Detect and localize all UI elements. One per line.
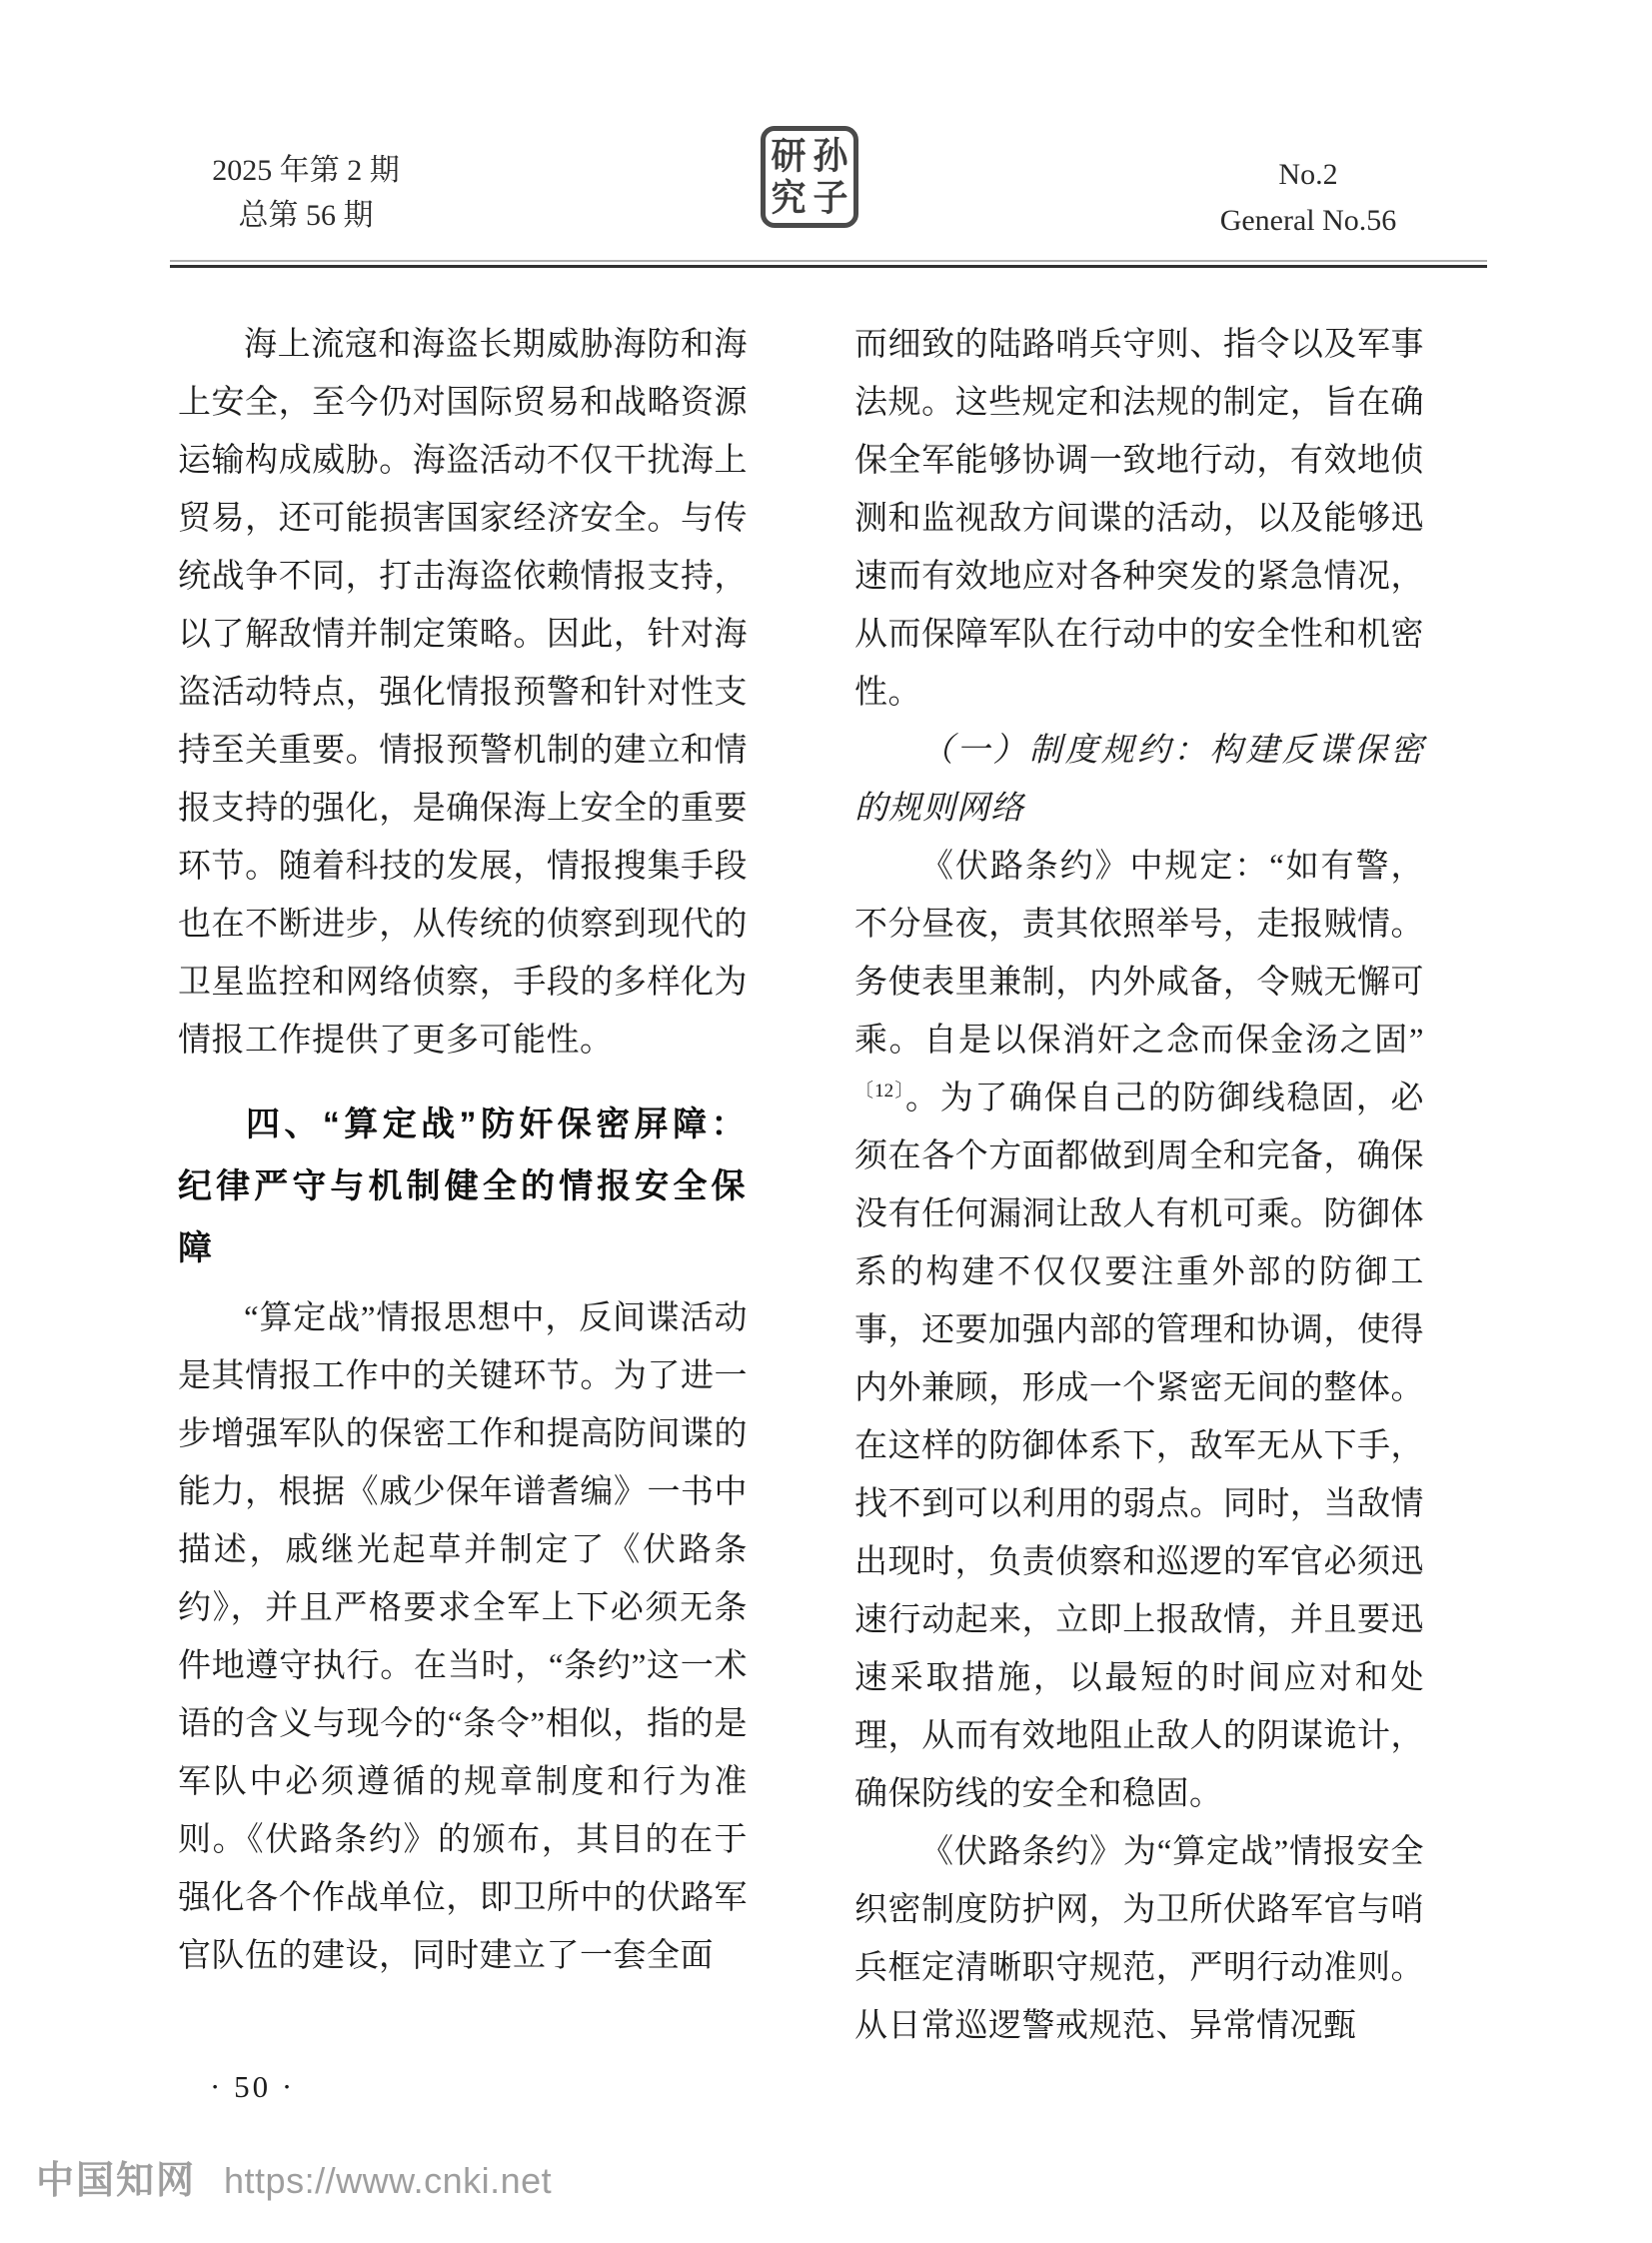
seal-char: 孙 xyxy=(813,135,848,177)
page-body xyxy=(178,316,1427,2055)
paragraph: 《伏路条约》为“算定战”情报安全织密制度防护网，为卫所伏路军官与哨兵框定清晰职守规范，严明行动准则。从日常巡逻警戒规范、异常情况甄 xyxy=(854,1834,1424,2044)
seal-char: 究 xyxy=(771,177,807,219)
issue-info xyxy=(196,148,416,238)
paragraph: “算定战”情报思想中，反间谍活动是其情报工作中的关键环节。为了进一步增强军队的保密工作和提高防间谍的能力，根据《戚少保年谱耆编》一书中描述，戚继光起草并制定了《伏路条约》，并且严格要求全军上下必须无条件地遵守执行。在当时，“条约”这一术语的含义与现今的“条令”相似，指的是军队中必须遵循的规章制度和行为准则。《伏路条约》的颁布，其目的在于强化各个作战单位，即卫所中的伏路军官队伍的建设，同时建立了一套全面 xyxy=(178,1300,748,1974)
issue-general-no-line: General No.56 xyxy=(1219,204,1397,237)
paragraph: 海上流寇和海盗长期威胁海防和海上安全，至今仍对国际贸易和战略资源运输构成威胁。海盗活动不仅干扰海上贸易，还可能损害国家经济安全。与传统战争不同，打击海盗依赖情报支持，以了解敌情并制定策略。因此，针对海盗活动特点，强化情报预警和针对性支持至关重要。情报预警机制的建立和情报支持的强化，是确保海上安全的重要环节。随着科技的发展，情报搜集手段也在不断进步，从传统的侦察到现代的卫星监控和网络侦察，手段的多样化为情报工作提供了更多可能性。 xyxy=(178,327,748,1059)
cnki-footer xyxy=(36,2149,552,2204)
journal-seal-icon xyxy=(761,126,858,228)
quote-text: 《伏路条约》中规定：“如有警，不分昼夜，责其依照举号，走报贼情。务使表里兼制，内外咸备，令贼无懈可乘。自是以保消奸之念而保金汤之固” xyxy=(854,849,1424,1059)
cnki-url: https://www.cnki.net xyxy=(224,2160,553,2201)
header-divider xyxy=(170,260,1487,268)
right-column xyxy=(854,316,1424,2055)
cnki-logo-text: 中国知网 xyxy=(36,2160,197,2202)
issue-total-line: 总第 56 期 xyxy=(238,199,374,232)
seal-char: 研 xyxy=(771,135,807,177)
paragraph xyxy=(854,838,1424,1823)
seal-char: 子 xyxy=(813,177,848,219)
left-column xyxy=(178,316,748,2055)
issue-no-line: No.2 xyxy=(1278,158,1338,191)
paragraph: 而细致的陆路哨兵守则、指令以及军事法规。这些规定和法规的制定，旨在确保全军能够协调一致地行动，有效地侦测和监视敌方间谍的活动，以及能够迅速而有效地应对各种突发的紧急情况，从而保障军队在行动中的安全性和机密性。 xyxy=(854,327,1424,711)
issue-number-en xyxy=(1197,152,1419,244)
footnote-marker: 〔12〕 xyxy=(854,1081,906,1102)
issue-year-line: 2025 年第 2 期 xyxy=(212,154,400,187)
page-number: · 50 · xyxy=(210,2069,296,2104)
body-text: 。为了确保自己的防御线稳固，必须在各个方面都做到周全和完备，确保没有任何漏洞让敌人有机可乘。防御体系的构建不仅仅要注重外部的防御工事，还要加强内部的管理和协调，使得内外兼顾，形成一个紧密无间的整体。在这样的防御体系下，敌军无从下手，找不到可以利用的弱点。同时，当敌情出现时，负责侦察和巡逻的军官必须迅速行动起来，立即上报敌情，并且要迅速采取措施，以最短的时间应对和处理，从而有效地阻止敌人的阴谋诡计，确保防线的安全和稳固。 xyxy=(854,1081,1424,1812)
section-heading: 四、“算定战”防奸保密屏障：纪律严守与机制健全的情报安全保障 xyxy=(178,1106,748,1267)
subsection-heading: （一）制度规约：构建反谍保密的规则网络 xyxy=(854,733,1424,827)
